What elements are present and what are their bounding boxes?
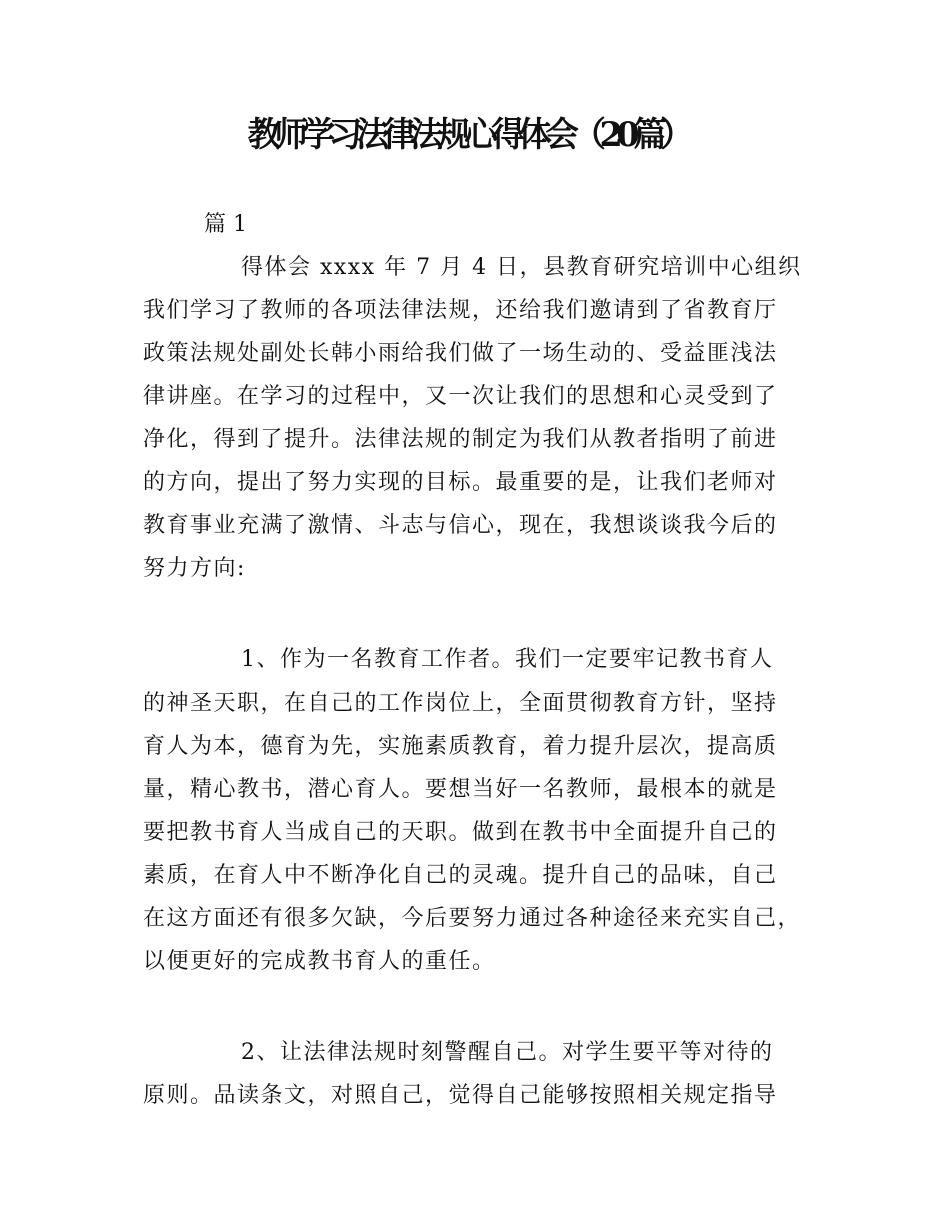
paragraph-2-line-6: 素质，在育人中不断净化自己的灵魂。提升自己的品味，自己	[143, 863, 778, 888]
paragraph-1-line-2: 我们学习了教师的各项法律法规，还给我们邀请到了省教育厅	[143, 298, 778, 323]
paragraph-1-line-1: 得体会 xxxx 年 7 月 4 日，县教育研究培训中心组织	[241, 255, 802, 280]
paragraph-3-line-1: 2、让法律法规时刻警醒自己。对学生要平等对待的	[241, 1040, 774, 1065]
document-title: 教师学习法律法规心得体会（20篇）	[247, 115, 688, 155]
paragraph-1-line-4: 律讲座。在学习的过程中，又一次让我们的思想和心灵受到了	[143, 384, 778, 409]
paragraph-1-line-6: 的方向，提出了努力实现的目标。最重要的是，让我们老师对	[143, 470, 778, 495]
paragraph-2-line-7: 在这方面还有很多欠缺，今后要努力通过各种途径来充实自己，	[143, 906, 802, 931]
paragraph-1-line-7: 教育事业充满了激情、斗志与信心，现在，我想谈谈我今后的	[143, 513, 778, 538]
paragraph-1-line-3: 政策法规处副处长韩小雨给我们做了一场生动的、受益匪浅法	[143, 341, 778, 366]
paragraph-1-line-8: 努力方向:	[143, 556, 246, 581]
section-label: 篇 1	[204, 212, 247, 237]
paragraph-2-line-5: 要把教书育人当成自己的天职。做到在教书中全面提升自己的	[143, 820, 778, 845]
paragraph-3-line-2: 原则。品读条文，对照自己，觉得自己能够按照相关规定指导	[143, 1083, 778, 1108]
paragraph-2-line-4: 量，精心教书，潜心育人。要想当好一名教师，最根本的就是	[143, 777, 778, 802]
paragraph-2-line-8: 以便更好的完成教书育人的重任。	[143, 949, 496, 974]
paragraph-2-line-3: 育人为本，德育为先，实施素质教育，着力提升层次，提高质	[143, 734, 778, 759]
paragraph-1-line-5: 净化，得到了提升。法律法规的制定为我们从教者指明了前进	[143, 427, 778, 452]
paragraph-2-line-1: 1、作为一名教育工作者。我们一定要牢记教书育人	[241, 647, 774, 672]
paragraph-2-line-2: 的神圣天职，在自己的工作岗位上，全面贯彻教育方针，坚持	[143, 691, 778, 716]
